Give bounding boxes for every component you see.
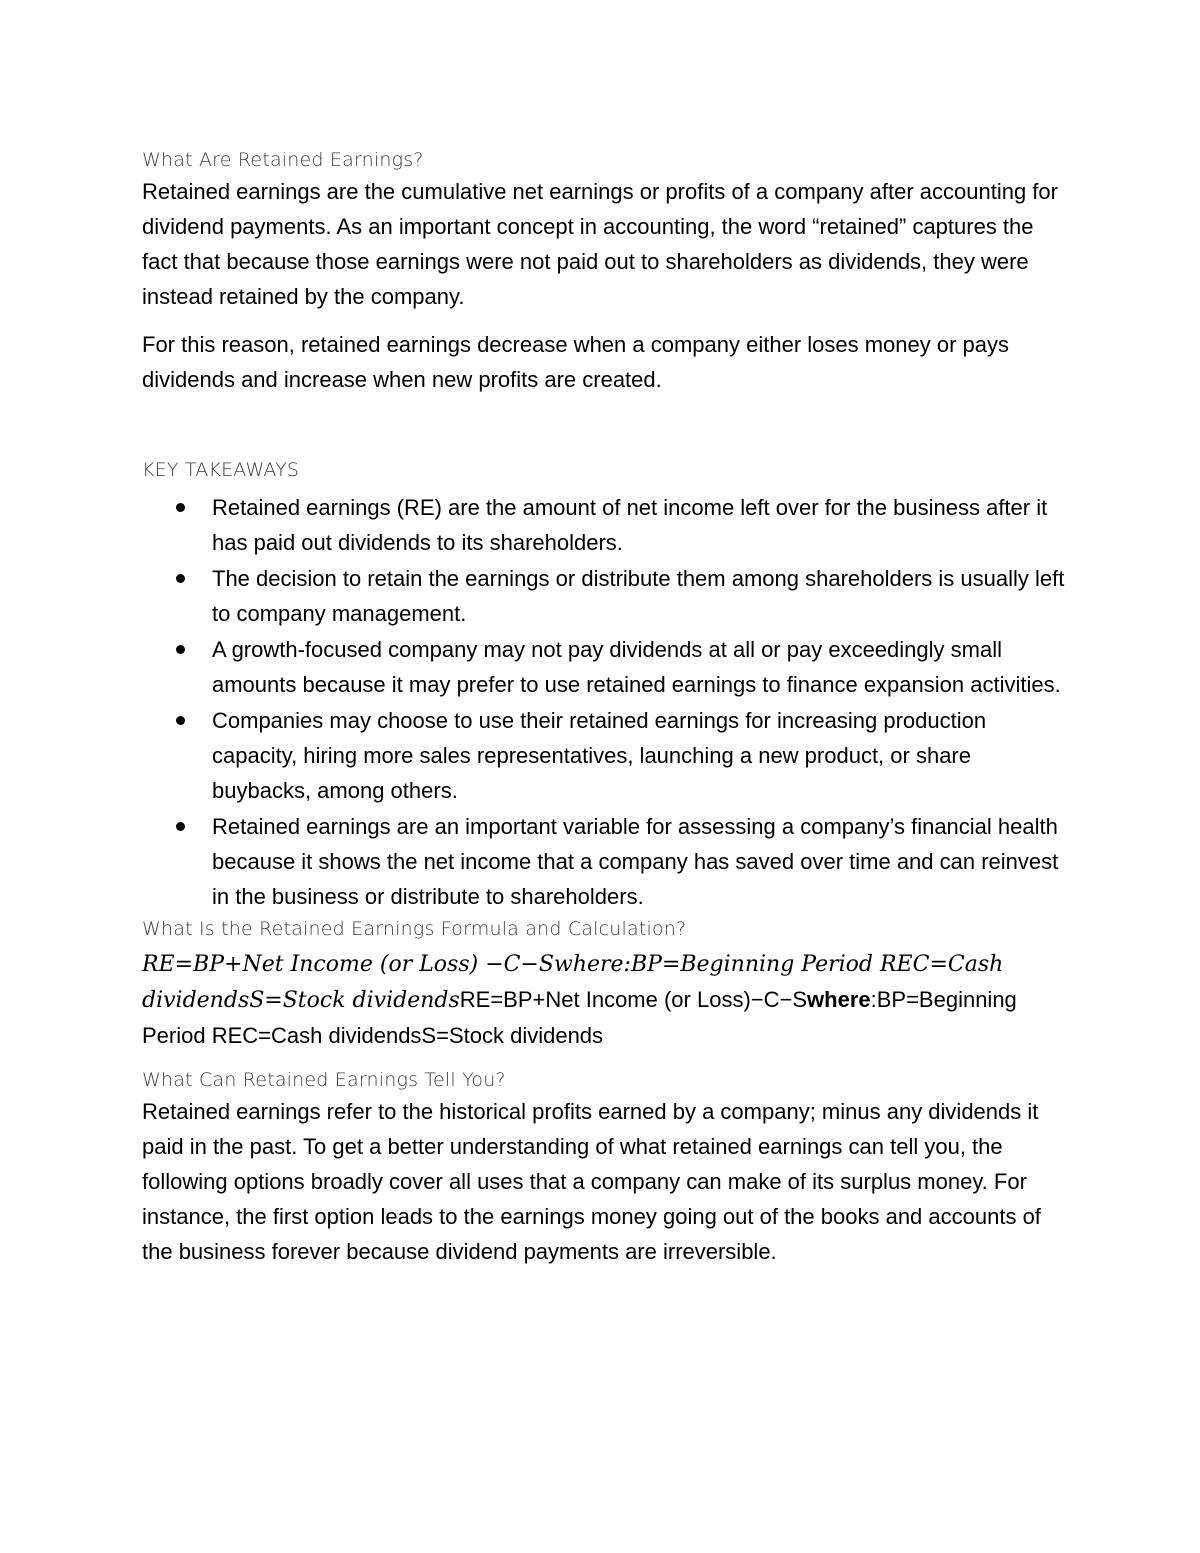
bullet-icon	[176, 574, 185, 583]
list-item-text: Companies may choose to use their retained earnings for increasing production capacity, hiring more sales representatives, launching a new product, or share buybacks, among others.	[212, 708, 987, 803]
document-page	[142, 146, 1072, 1269]
formula-heading: What Is the Retained Earnings Formula and Calculation?	[142, 918, 687, 940]
list-item	[142, 809, 1072, 914]
list-item-text: The decision to retain the earnings or distribute them among shareholders is usually left to company management.	[212, 566, 1065, 626]
bullet-icon	[176, 645, 185, 654]
list-item-text: A growth-focused company may not pay dividends at all or pay exceedingly small amounts because it may prefer to use retained earnings to finance expansion activities.	[212, 637, 1061, 697]
list-item	[142, 490, 1072, 560]
paragraph-definition: Retained earnings are the cumulative net earnings or profits of a company after accounting for dividend payments. As an important concept in accounting, the word “retained” captures the fact that because those earnings were not paid out to shareholders as dividends, they were instead retained by the company.	[142, 179, 1058, 309]
bullet-icon	[176, 822, 185, 831]
section-heading-tell-you: What Can Retained Earnings Tell You?	[142, 1069, 506, 1091]
formula-math: RE=BP+Net Income (or Loss) −C−Swhere:BP=Beginning Period REC=Cash dividendsS=Stock dividends	[142, 952, 1004, 1013]
formula-plain-end: :BP=Beginning Period REC=Cash dividendsS=Stock dividends	[142, 987, 1017, 1048]
formula-block	[142, 946, 1072, 1053]
paragraph-reason: For this reason, retained earnings decrease when a company either loses money or pays dividends and increase when new profits are created.	[142, 332, 1010, 392]
paragraph-historical-profits: Retained earnings refer to the historical profits earned by a company; minus any dividends it paid in the past. To get a better understanding of what retained earnings can tell you, the following options broadly cover all uses that a company can make of its surplus money. For instance, the first option leads to the earnings money going out of the books and accounts of the business forever because dividend payments are irreversible.	[142, 1099, 1041, 1264]
list-item	[142, 561, 1072, 631]
list-item-text: Retained earnings (RE) are the amount of net income left over for the business after it has paid out dividends to its shareholders.	[212, 495, 1048, 555]
bullet-icon	[176, 503, 185, 512]
list-item	[142, 632, 1072, 702]
list-item-text: Retained earnings are an important variable for assessing a company’s financial health because it shows the net income that a company has saved over time and can reinvest in the business or distribute to shareholders.	[212, 814, 1059, 909]
formula-where: where	[807, 987, 871, 1012]
list-item	[142, 703, 1072, 808]
key-takeaways-heading: KEY TAKEAWAYS	[142, 459, 300, 481]
section-heading-retained-earnings: What Are Retained Earnings?	[142, 149, 424, 171]
key-takeaways-list	[142, 490, 1072, 914]
formula-plain-start: RE=BP+Net Income (or Loss)−C−S	[459, 987, 808, 1012]
bullet-icon	[176, 716, 185, 725]
